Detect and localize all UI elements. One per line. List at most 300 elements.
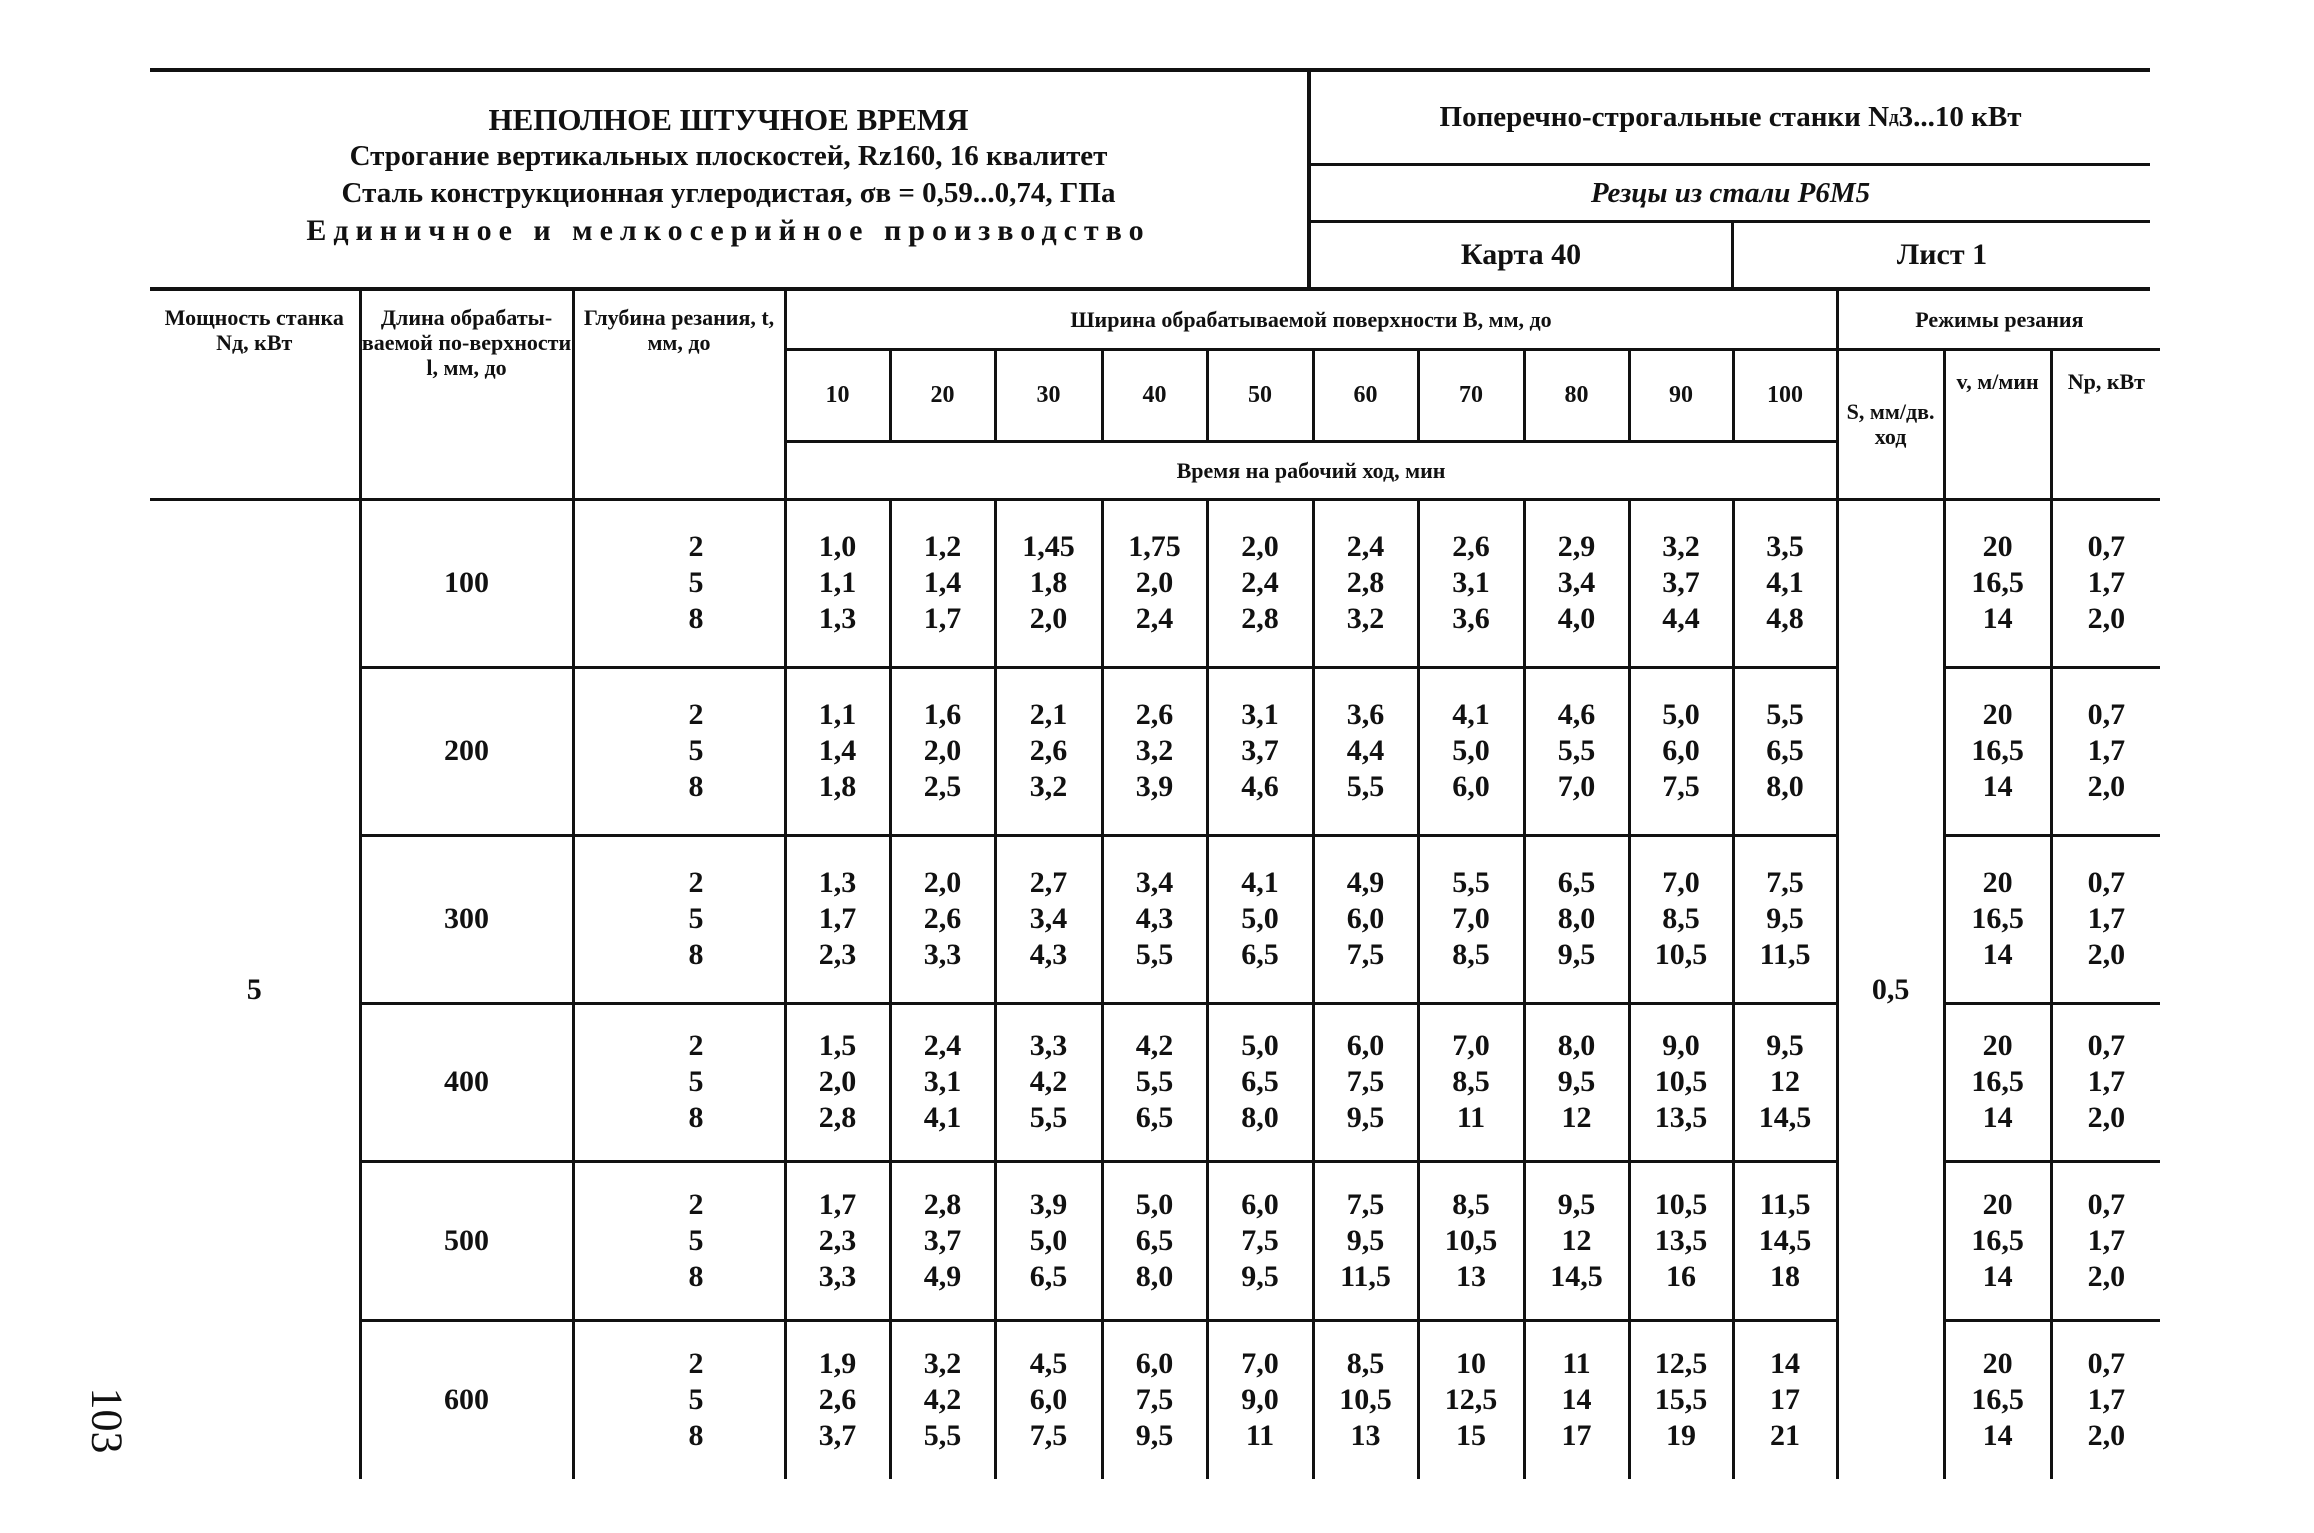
time-cell-line: 8,5 [1346, 1347, 1385, 1381]
time-cell [1629, 1161, 1733, 1320]
time-cell [785, 835, 890, 1003]
time-cell-line: 3,3 [923, 938, 962, 971]
time-cell-line: 6,5 [1135, 1223, 1174, 1257]
time-cell-line: 1,7 [923, 602, 962, 635]
time-cell-line: 13 [1350, 1419, 1381, 1453]
time-cell-line: 8,0 [1766, 770, 1804, 803]
time-cell-line: 1,9 [818, 1347, 857, 1381]
time-cell-line: 4,4 [1662, 602, 1700, 635]
time-cell-line: 7,5 [1346, 1065, 1385, 1098]
time-cell [890, 667, 995, 835]
time-cell-line: 3,3 [818, 1259, 857, 1293]
power-req-values-line: 0,7 [2087, 866, 2126, 899]
time-cell-line: 2,4 [1135, 602, 1174, 635]
time-cell-line: 6,5 [1029, 1259, 1068, 1293]
time-cell-line: 6,5 [1766, 734, 1804, 767]
time-cell-line: 3,2 [923, 1347, 962, 1381]
time-cell-line: 2,4 [1241, 566, 1279, 599]
time-cell-line: 10,5 [1654, 938, 1708, 971]
length-value: 200 [360, 667, 573, 835]
speed-values-line: 14 [1982, 602, 2013, 635]
time-cell [1733, 1003, 1837, 1161]
time-cell [1102, 667, 1207, 835]
time-cell-line: 4,2 [1029, 1065, 1068, 1098]
time-cell-line: 13,5 [1654, 1223, 1708, 1257]
time-cell-line: 6,0 [1135, 1347, 1174, 1381]
depth-values [573, 667, 785, 835]
time-cell-line: 14 [1561, 1383, 1592, 1417]
time-cell-line: 4,6 [1557, 698, 1596, 731]
power-req-values-line: 2,0 [2087, 938, 2126, 971]
time-cell-line: 5,5 [923, 1419, 962, 1453]
time-cell-line: 2,0 [818, 1065, 857, 1098]
time-cell [1102, 1003, 1207, 1161]
time-cell-line: 3,3 [1029, 1029, 1068, 1062]
time-cell-line: 9,5 [1766, 902, 1804, 935]
time-cell-line: 2,8 [923, 1187, 962, 1221]
time-cell-line: 5,0 [1029, 1223, 1068, 1257]
time-cell-line: 9,5 [1557, 1065, 1596, 1098]
sheet-number: Лист 1 [1896, 238, 1988, 271]
time-cell-line: 19 [1666, 1419, 1696, 1453]
depth-values-line: 5 [688, 1383, 704, 1417]
time-cell-line: 5,0 [1662, 698, 1700, 731]
time-cell [1102, 1161, 1207, 1320]
column-header-time: Время на рабочий ход, мин [785, 441, 1837, 499]
time-cell-line: 7,5 [1346, 938, 1385, 971]
power-req-values-line: 2,0 [2087, 770, 2126, 803]
time-cell-line: 3,2 [1346, 602, 1385, 635]
time-cell-line: 4,1 [1241, 866, 1279, 899]
time-cell [1629, 499, 1733, 667]
length-value: 300 [360, 835, 573, 1003]
width-header-20: 20 [890, 349, 995, 441]
time-cell-line: 1,2 [923, 530, 962, 563]
time-cell-line: 2,8 [1346, 566, 1385, 599]
time-cell [1629, 667, 1733, 835]
machine-type: Поперечно-строгальные станки N д 3...10 кВт [1311, 72, 2150, 166]
time-cell [785, 1320, 890, 1479]
time-cell-line: 4,1 [923, 1101, 962, 1134]
time-cell [995, 1320, 1102, 1479]
time-cell-line: 4,2 [923, 1383, 962, 1417]
speed-values-line: 16,5 [1971, 902, 2024, 935]
time-cell [1207, 1161, 1313, 1320]
time-cell [1418, 1161, 1524, 1320]
time-cell-line: 6,5 [1241, 938, 1279, 971]
depth-values-line: 8 [688, 602, 704, 635]
time-cell-line: 9,0 [1241, 1383, 1279, 1417]
time-cell-line: 3,7 [1662, 566, 1700, 599]
time-cell-line: 12,5 [1444, 1383, 1498, 1417]
time-cell-line: 1,0 [818, 530, 857, 563]
time-cell-line: 14 [1770, 1347, 1801, 1381]
time-cell-line: 2,6 [1135, 698, 1174, 731]
power-req-values-line: 1,7 [2087, 1383, 2126, 1417]
time-cell-line: 2,3 [818, 938, 857, 971]
time-cell-line: 7,5 [1766, 866, 1804, 899]
time-cell [995, 1161, 1102, 1320]
time-cell [1418, 1320, 1524, 1479]
time-cell-line: 12,5 [1654, 1347, 1708, 1381]
time-cell-line: 5,5 [1135, 938, 1174, 971]
card-title: НЕПОЛНОЕ ШТУЧНОЕ ВРЕМЯ [488, 102, 969, 137]
depth-values [573, 499, 785, 667]
time-cell-line: 5,5 [1452, 866, 1490, 899]
width-header-50: 50 [1207, 349, 1313, 441]
time-cell-line: 11 [1456, 1101, 1486, 1134]
time-cell-line: 9,5 [1346, 1101, 1385, 1134]
power-req-values-line: 1,7 [2087, 1223, 2126, 1257]
power-req-values-line: 0,7 [2087, 1347, 2126, 1381]
table-row [150, 499, 2160, 667]
time-cell-line: 7,5 [1135, 1383, 1174, 1417]
time-table [150, 291, 2160, 1479]
time-cell-line: 3,7 [1241, 734, 1279, 767]
time-cell-line: 11,5 [1759, 1187, 1811, 1221]
power-req-values-line: 2,0 [2087, 602, 2126, 635]
time-cell [1733, 499, 1837, 667]
time-cell-line: 18 [1770, 1259, 1801, 1293]
depth-values-line: 5 [688, 566, 704, 599]
power-req-values-line: 0,7 [2087, 1187, 2126, 1221]
time-cell-line: 6,5 [1557, 866, 1596, 899]
power-req-values-line: 2,0 [2087, 1101, 2126, 1134]
time-cell-line: 2,6 [1029, 734, 1068, 767]
column-header-power-req: Nр, кВт [2051, 349, 2160, 499]
time-cell-line: 5,5 [1135, 1065, 1174, 1098]
time-cell [785, 499, 890, 667]
time-cell-line: 9,5 [1135, 1419, 1174, 1453]
card-title-block [150, 72, 1307, 287]
time-cell-line: 4,2 [1135, 1029, 1174, 1062]
time-cell [1313, 667, 1418, 835]
time-cell-line: 1,1 [818, 698, 857, 731]
speed-values-line: 16,5 [1971, 734, 2024, 767]
time-cell [890, 835, 995, 1003]
depth-values-line: 8 [688, 1419, 704, 1453]
time-cell-line: 8,0 [1557, 902, 1596, 935]
time-cell [890, 1161, 995, 1320]
time-cell-line: 3,7 [923, 1223, 962, 1257]
time-cell [1524, 835, 1629, 1003]
time-cell-line: 15,5 [1654, 1383, 1708, 1417]
time-cell-line: 2,6 [923, 902, 962, 935]
time-cell [995, 1003, 1102, 1161]
time-cell-line: 2,4 [923, 1029, 962, 1062]
time-cell-line: 4,5 [1029, 1347, 1068, 1381]
power-req-values-line: 1,7 [2087, 1065, 2126, 1098]
time-cell-line: 15 [1456, 1419, 1486, 1453]
speed-values [1944, 835, 2051, 1003]
time-cell [1207, 1003, 1313, 1161]
time-cell-line: 5,5 [1766, 698, 1804, 731]
power-req-values-line: 0,7 [2087, 1029, 2126, 1062]
time-cell-line: 2,0 [1029, 602, 1068, 635]
time-cell-line: 8,5 [1662, 902, 1700, 935]
time-cell-line: 7,5 [1029, 1419, 1068, 1453]
speed-values-line: 16,5 [1971, 1383, 2024, 1417]
time-cell-line: 11 [1245, 1419, 1275, 1453]
time-cell-line: 4,9 [923, 1259, 962, 1293]
width-header-70: 70 [1418, 349, 1524, 441]
time-cell-line: 7,0 [1452, 1029, 1490, 1062]
power-req-values [2051, 1161, 2160, 1320]
time-cell-line: 1,4 [818, 734, 857, 767]
time-cell-line: 12 [1770, 1065, 1801, 1098]
time-cell [785, 667, 890, 835]
time-cell-line: 17 [1770, 1383, 1801, 1417]
time-cell-line: 6,0 [1241, 1187, 1279, 1221]
time-cell-line: 4,1 [1766, 566, 1804, 599]
card-header [150, 68, 2150, 291]
time-cell [1524, 1003, 1629, 1161]
time-cell-line: 10,5 [1339, 1383, 1392, 1417]
width-header-30: 30 [995, 349, 1102, 441]
column-header-depth: Глубина резания, t, мм, до [573, 291, 785, 499]
speed-values-line: 14 [1982, 938, 2013, 971]
time-cell [1418, 1003, 1524, 1161]
length-value: 600 [360, 1320, 573, 1479]
power-req-values-line: 0,7 [2087, 530, 2126, 563]
power-req-values [2051, 667, 2160, 835]
time-cell-line: 5,0 [1135, 1187, 1174, 1221]
time-cell-line: 3,1 [923, 1065, 962, 1098]
time-cell-line: 5,5 [1346, 770, 1385, 803]
time-cell [1524, 667, 1629, 835]
speed-values [1944, 1320, 2051, 1479]
power-req-values-line: 2,0 [2087, 1259, 2126, 1293]
depth-values [573, 835, 785, 1003]
time-cell-line: 2,6 [818, 1383, 857, 1417]
depth-values-line: 2 [688, 1029, 704, 1062]
time-cell [1733, 1320, 1837, 1479]
time-cell-line: 3,9 [1029, 1187, 1068, 1221]
width-header-90: 90 [1629, 349, 1733, 441]
time-cell-line: 3,2 [1662, 530, 1700, 563]
time-cell-line: 3,2 [1135, 734, 1174, 767]
time-cell-line: 1,3 [818, 866, 857, 899]
time-cell-line: 10,5 [1654, 1187, 1708, 1221]
time-cell-line: 3,9 [1135, 770, 1174, 803]
time-cell-line: 3,2 [1029, 770, 1068, 803]
speed-values-line: 16,5 [1971, 566, 2024, 599]
time-cell-line: 8,0 [1557, 1029, 1596, 1062]
speed-values-line: 14 [1982, 1419, 2013, 1453]
time-cell-line: 11,5 [1759, 938, 1811, 971]
time-cell-line: 21 [1770, 1419, 1801, 1453]
feed-value: 0,5 [1837, 499, 1944, 1479]
card-subtitle-production: Единичное и мелкосерийное производство [306, 214, 1151, 247]
time-cell-line: 1,6 [923, 698, 962, 731]
time-cell-line: 6,0 [1346, 902, 1385, 935]
depth-values-line: 5 [688, 734, 704, 767]
time-cell-line: 16 [1666, 1259, 1696, 1293]
time-cell-line: 1,1 [818, 566, 857, 599]
speed-values [1944, 499, 2051, 667]
time-cell-line: 14,5 [1550, 1259, 1603, 1293]
time-cell-line: 5,5 [1557, 734, 1596, 767]
power-req-values-line: 1,7 [2087, 734, 2126, 767]
speed-values-line: 16,5 [1971, 1065, 2024, 1098]
time-cell [1102, 499, 1207, 667]
column-header-modes: Режимы резания [1837, 291, 2160, 349]
speed-values-line: 14 [1982, 1259, 2013, 1293]
depth-values-line: 5 [688, 902, 704, 935]
power-req-values [2051, 499, 2160, 667]
time-cell-line: 5,0 [1241, 1029, 1279, 1062]
length-value: 500 [360, 1161, 573, 1320]
speed-values-line: 14 [1982, 770, 2013, 803]
card-subtitle-operation: Строгание вертикальных плоскостей, Rz160, 16 квалитет [349, 140, 1108, 172]
speed-values-line: 16,5 [1971, 1223, 2024, 1257]
time-cell [1629, 1003, 1733, 1161]
time-cell-line: 2,9 [1557, 530, 1596, 563]
card-number: Карта 40 [1311, 223, 1734, 287]
time-cell-line: 8,5 [1452, 938, 1490, 971]
width-header-100: 100 [1733, 349, 1837, 441]
column-header-feed: S, мм/дв. ход [1837, 349, 1944, 499]
power-req-values-line: 1,7 [2087, 902, 2126, 935]
time-cell-line: 10,5 [1444, 1223, 1498, 1257]
length-value: 400 [360, 1003, 573, 1161]
time-cell-line: 2,3 [818, 1223, 857, 1257]
depth-values-line: 2 [688, 866, 704, 899]
time-cell-line: 4,6 [1241, 770, 1279, 803]
time-cell [785, 1003, 890, 1161]
time-cell-line: 13,5 [1654, 1101, 1708, 1134]
time-cell-line: 2,0 [923, 866, 962, 899]
time-cell-line: 6,0 [1662, 734, 1700, 767]
time-cell-line: 3,1 [1241, 698, 1279, 731]
time-cell [1313, 1003, 1418, 1161]
depth-values-line: 5 [688, 1065, 704, 1098]
speed-values-line: 14 [1982, 1101, 2013, 1134]
power-req-values [2051, 835, 2160, 1003]
time-cell [1418, 499, 1524, 667]
time-cell-line: 4,8 [1766, 602, 1804, 635]
time-cell-line: 5,0 [1241, 902, 1279, 935]
time-cell-line: 9,5 [1241, 1259, 1279, 1293]
speed-values [1944, 1161, 2051, 1320]
speed-values-line: 20 [1982, 1187, 2013, 1221]
time-cell [1418, 835, 1524, 1003]
time-cell-line: 11,5 [1340, 1259, 1391, 1293]
time-cell-line: 6,0 [1346, 1029, 1385, 1062]
time-cell-line: 1,3 [818, 602, 857, 635]
time-cell-line: 1,7 [818, 1187, 857, 1221]
time-cell-line: 3,7 [818, 1419, 857, 1453]
time-cell-line: 2,0 [923, 734, 962, 767]
time-cell-line: 14,5 [1758, 1101, 1812, 1134]
time-cell-line: 2,1 [1029, 698, 1068, 731]
depth-values-line: 8 [688, 1101, 704, 1134]
time-cell [1524, 1320, 1629, 1479]
power-value: 5 [246, 972, 262, 1006]
time-cell-line: 7,0 [1557, 770, 1596, 803]
time-cell-line: 3,4 [1029, 902, 1068, 935]
column-header-length: Длина обрабаты-ваемой по-верхности l, мм, до [360, 291, 573, 499]
time-cell [995, 667, 1102, 835]
time-cell-line: 2,8 [1241, 602, 1279, 635]
time-cell-line: 1,45 [1022, 530, 1075, 563]
speed-values-line: 20 [1982, 530, 2013, 563]
time-cell-line: 10 [1456, 1347, 1486, 1381]
time-cell-line: 1,4 [923, 566, 962, 599]
time-cell [1313, 1161, 1418, 1320]
power-req-values-line: 2,0 [2087, 1419, 2126, 1453]
time-cell-line: 9,0 [1662, 1029, 1700, 1062]
length-value: 100 [360, 499, 573, 667]
card-meta-block [1307, 72, 2150, 287]
time-cell-line: 9,5 [1557, 938, 1596, 971]
time-cell [1207, 667, 1313, 835]
time-cell [890, 1320, 995, 1479]
time-cell-line: 4,0 [1557, 602, 1596, 635]
depth-values-line: 5 [688, 1223, 704, 1257]
speed-values-line: 20 [1982, 866, 2013, 899]
speed-values [1944, 1003, 2051, 1161]
time-cell [1418, 667, 1524, 835]
time-cell-line: 9,5 [1766, 1029, 1804, 1062]
time-cell [1102, 1320, 1207, 1479]
time-cell-line: 14,5 [1758, 1223, 1812, 1257]
time-cell-line: 13 [1456, 1259, 1486, 1293]
time-cell-line: 6,5 [1135, 1101, 1174, 1134]
power-req-values-line: 0,7 [2087, 698, 2126, 731]
time-cell [995, 835, 1102, 1003]
time-cell [1207, 499, 1313, 667]
depth-values-line: 2 [688, 530, 704, 563]
width-header-80: 80 [1524, 349, 1629, 441]
time-cell-line: 7,0 [1662, 866, 1700, 899]
depth-values [573, 1320, 785, 1479]
time-cell-line: 7,5 [1346, 1187, 1385, 1221]
time-cell-line: 8,0 [1135, 1259, 1174, 1293]
time-cell-line: 4,3 [1029, 938, 1068, 971]
time-cell-line: 1,8 [1029, 566, 1068, 599]
card-subtitle-material: Сталь конструкционная углеродистая, σв = 0,59...0,74, ГПа [341, 177, 1116, 209]
tool-material: Резцы из стали Р6М5 [1311, 166, 2150, 223]
time-cell-line: 6,5 [1241, 1065, 1279, 1098]
time-cell-line: 7,0 [1241, 1347, 1279, 1381]
speed-values-line: 20 [1982, 698, 2013, 731]
document-card [150, 68, 2150, 1479]
column-header-speed: v, м/мин [1944, 349, 2051, 499]
time-cell [1313, 499, 1418, 667]
time-cell-line: 2,8 [818, 1101, 857, 1134]
time-cell-line: 12 [1561, 1101, 1592, 1134]
time-cell-line: 5,5 [1029, 1101, 1068, 1134]
time-cell [1207, 835, 1313, 1003]
speed-values [1944, 667, 2051, 835]
time-cell-line: 3,4 [1135, 866, 1174, 899]
time-cell [1207, 1320, 1313, 1479]
time-cell [785, 1161, 890, 1320]
time-cell-line: 8,5 [1452, 1187, 1490, 1221]
time-cell-line: 3,4 [1557, 566, 1596, 599]
depth-values-line: 8 [688, 770, 704, 803]
time-cell-line: 4,4 [1346, 734, 1385, 767]
time-cell-line: 3,1 [1452, 566, 1490, 599]
time-cell-line: 1,7 [818, 902, 857, 935]
column-header-power: Мощность станка Nд, кВт [150, 291, 360, 499]
column-header-width: Ширина обрабатываемой поверхности B, мм, до [785, 291, 1837, 349]
time-cell [1629, 835, 1733, 1003]
time-cell-line: 1,75 [1128, 530, 1181, 563]
time-cell [1524, 1161, 1629, 1320]
time-cell-line: 6,0 [1029, 1383, 1068, 1417]
